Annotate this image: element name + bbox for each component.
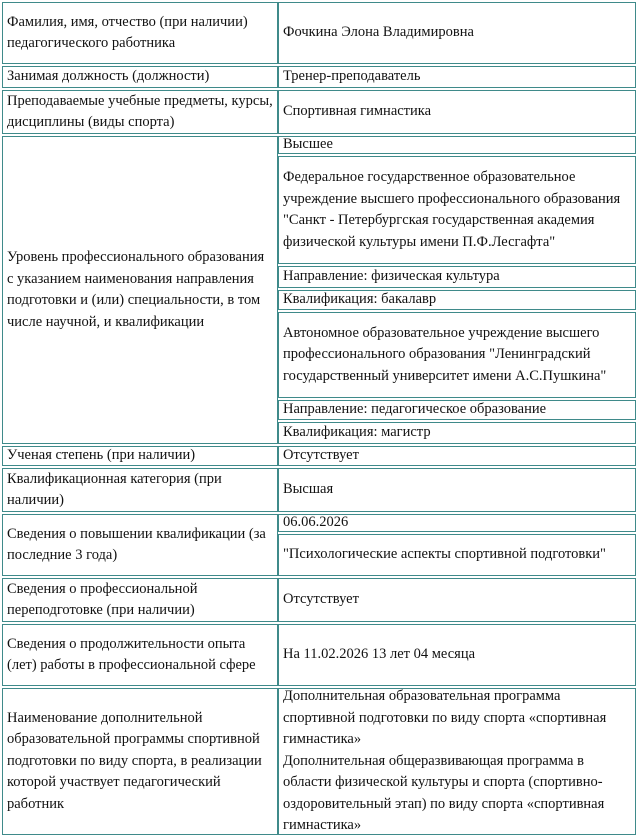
fio-label: Фамилия, имя, отчество (при наличии) педагогического работника (7, 13, 248, 51)
qualification-2-cell (278, 422, 636, 444)
experience-label-cell (2, 624, 278, 686)
programs-label: Наименование дополнительной образовательной программы спортивной подготовки по виду спорта, в реализации которой участвует педагогический работник (7, 709, 262, 812)
education-level-cell (278, 136, 636, 154)
fio-value-cell (278, 2, 636, 64)
program-2: Дополнительная общеразвивающая программа в области физической культуры и спорта (спортивно-оздоровительный этап) по виду спорта «спортивная гимнастика» (283, 752, 605, 834)
subjects-label: Преподаваемые учебные предметы, курсы, дисциплины (виды спорта) (7, 92, 273, 130)
retraining-value-cell (278, 578, 636, 622)
category-value-cell (278, 468, 636, 512)
training-label-cell (2, 514, 278, 576)
institution-1-cell (278, 156, 636, 264)
fio-label-cell (2, 2, 278, 64)
programs-label-cell (2, 688, 278, 835)
retraining-label: Сведения о профессиональной переподготовке (при наличии) (7, 580, 198, 618)
degree-value: Отсутствует (283, 447, 359, 464)
training-date-cell (278, 514, 636, 532)
direction-1: Направление: физическая культура (283, 268, 500, 285)
subjects-label-cell (2, 90, 278, 134)
institution-2: Автономное образовательное учреждение высшего профессионального образования "Ленинградский государственный университет имени А.С.Пушкина" (283, 324, 607, 384)
qualification-1: Квалификация: бакалавр (283, 291, 437, 308)
degree-label: Ученая степень (при наличии) (7, 447, 196, 464)
training-course: "Психологические аспекты спортивной подготовки" (283, 546, 606, 563)
position-value: Тренер-преподаватель (283, 68, 421, 85)
institution-2-cell (278, 312, 636, 398)
education-level: Высшее (283, 136, 333, 153)
category-label: Квалификационная категория (при наличии) (7, 470, 222, 508)
education-label: Уровень профессионального образования с указанием наименования направления подготовки и (или) специальности, в том числе научной, и квалификации (7, 249, 265, 330)
experience-label: Сведения о продолжительности опыта (лет) работы в профессиональной сфере (7, 635, 256, 673)
retraining-label-cell (2, 578, 278, 622)
retraining-value: Отсутствует (283, 591, 359, 608)
institution-1: Федеральное государственное образовательное учреждение высшего профессионального образования "Санкт - Петербургская государственная академия физической культуры имени П.Ф.Лесгафта" (283, 169, 621, 250)
subjects-value: Спортивная гимнастика (283, 103, 432, 120)
qualification-1-cell (278, 290, 636, 310)
category-label-cell (2, 468, 278, 512)
experience-value-cell (278, 624, 636, 686)
position-value-cell (278, 66, 636, 88)
direction-2: Направление: педагогическое образование (283, 401, 547, 418)
qualification-2: Квалификация: магистр (283, 424, 431, 441)
programs-value-cell (278, 688, 636, 835)
fio-value: Фочкина Элона Владимировна (283, 24, 474, 41)
category-value: Высшая (283, 481, 334, 498)
direction-1-cell (278, 266, 636, 288)
training-label: Сведения о повышении квалификации (за последние 3 года) (7, 525, 266, 563)
subjects-value-cell (278, 90, 636, 134)
education-label-cell (2, 136, 278, 444)
position-label: Занимая должность (должности) (7, 68, 210, 85)
program-1: Дополнительная образовательная программа спортивной подготовки по виду спорта «спортивная гимнастика» (283, 688, 607, 748)
experience-value: На 11.02.2026 13 лет 04 месяца (283, 646, 476, 663)
direction-2-cell (278, 400, 636, 420)
training-course-cell (278, 534, 636, 576)
training-date: 06.06.2026 (283, 514, 349, 531)
degree-value-cell (278, 446, 636, 466)
position-label-cell (2, 66, 278, 88)
degree-label-cell (2, 446, 278, 466)
